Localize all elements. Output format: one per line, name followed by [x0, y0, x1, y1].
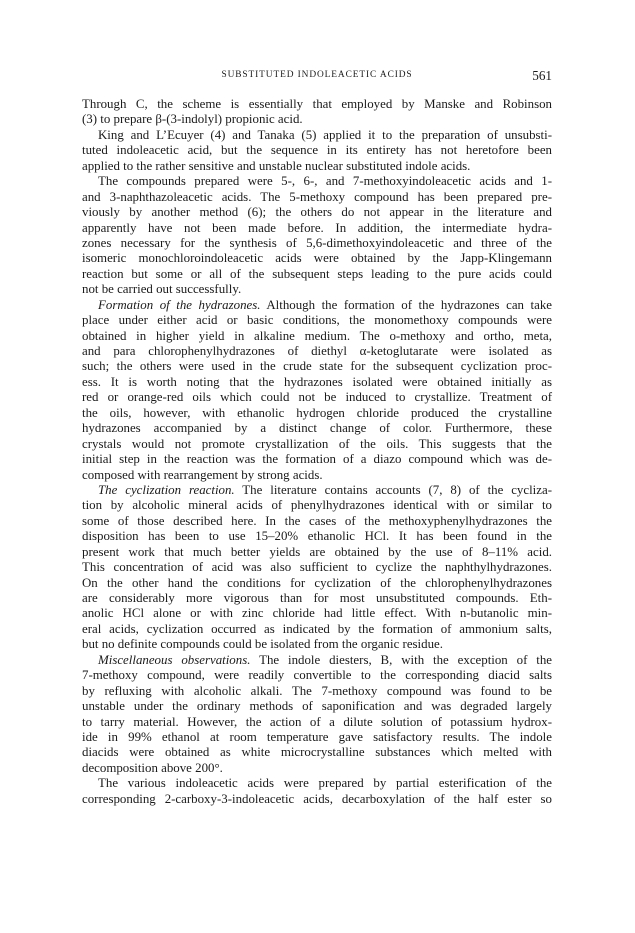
text-line	[82, 668, 552, 683]
line-text: disposition has been to use 15–20% ethanolic HCl. It has been found in the	[82, 529, 552, 544]
text-line	[82, 483, 552, 498]
line-text: The literature contains accounts (7, 8) of the cycliza-	[234, 482, 552, 497]
text-line	[82, 498, 552, 513]
text-line	[82, 591, 552, 606]
line-text: eral acids, cyclization occurred as indicated by the formation of ammonium salts,	[82, 621, 552, 636]
line-text: viously by another method (6); the others do not appear in the literature and	[82, 205, 552, 220]
line-text: initial step in the reaction was the formation of a diazo compound which was de-	[82, 452, 552, 467]
line-text: place under either acid or basic conditions, the monomethoxy compounds were	[82, 313, 552, 328]
text-line	[82, 344, 552, 359]
text-line	[82, 715, 552, 730]
text-line	[82, 684, 552, 699]
text-line	[82, 745, 552, 760]
text-line	[82, 576, 552, 591]
line-text: reaction but some or all of the subsequent steps leading to the pure acids could	[82, 266, 552, 281]
line-text: obtained in higher yield in alkaline medium. The o-methoxy and ortho, meta,	[82, 328, 552, 343]
line-text: are considerably more vigorous than for most unsubstituted compounds. Eth-	[82, 591, 552, 605]
text-line	[82, 267, 552, 282]
line-text: zones necessary for the synthesis of 5,6-dimethoxyindoleacetic and three of the	[82, 235, 552, 250]
page-header	[82, 68, 552, 88]
line-text: diacids were obtained as white microcrystalline substances which melted with	[82, 745, 552, 760]
text-line	[82, 560, 552, 575]
line-text: and para chlorophenylhydrazones of diethyl α-ketoglutarate were isolated as	[82, 344, 552, 358]
text-line	[82, 545, 552, 560]
line-text: This concentration of acid was also sufficient to cyclize the naphthylhydrazones.	[82, 560, 552, 575]
line-text: composed with rearrangement by strong acids.	[82, 467, 323, 482]
text-line	[82, 421, 552, 436]
text-line	[82, 143, 552, 158]
text-line	[82, 437, 552, 452]
text-line	[82, 313, 552, 328]
text-line	[82, 406, 552, 421]
line-text: The various indoleacetic acids were prepared by partial esterification of the	[98, 776, 552, 791]
text-line	[82, 236, 552, 251]
line-text: ess. It is worth noting that the hydrazones isolated were obtained initially as	[82, 374, 552, 389]
line-text: to tarry material. However, the action of a dilute solution of potassium hydrox-	[82, 714, 552, 729]
line-text: corresponding 2-carboxy-3-indoleacetic acids, decarboxylation of the half ester so	[82, 791, 552, 806]
text-line	[82, 606, 552, 621]
text-line	[82, 282, 552, 297]
paragraph-heading: Formation of the hydrazones.	[98, 297, 261, 312]
line-text: applied to the rather sensitive and unstable nuclear substituted indole acids.	[82, 158, 471, 173]
line-text: not be carried out successfully.	[82, 282, 242, 297]
text-line	[82, 699, 552, 714]
line-text: King and L’Ecuyer (4) and Tanaka (5) applied it to the preparation of unsubsti-	[98, 127, 552, 142]
text-line	[82, 761, 552, 776]
line-text: tion by alcoholic mineral acids of phenylhydrazones identical with or similar to	[82, 498, 552, 513]
line-text: the oils, however, with ethanolic hydrogen chloride produced the crystalline	[82, 405, 552, 420]
text-line	[82, 653, 552, 668]
line-text: crystals would not promote crystallization of the oils. This suggests that the	[82, 436, 552, 451]
text-line	[82, 97, 552, 112]
line-text: On the other hand the conditions for cyclization of the chlorophenylhydrazones	[82, 575, 552, 590]
text-line	[82, 205, 552, 220]
line-text: some of those described here. In the cases of the methoxyphenylhydrazones the	[82, 513, 552, 528]
line-text: decomposition above 200°.	[82, 760, 223, 775]
text-line	[82, 128, 552, 143]
text-line	[82, 637, 552, 652]
text-line	[82, 375, 552, 390]
text-line	[82, 468, 552, 483]
line-text: hydrazones accompanied by a distinct change of color. Furthermore, these	[82, 421, 552, 436]
text-line	[82, 730, 552, 745]
line-text: by refluxing with alcoholic alkali. The 7-methoxy compound was found to be	[82, 683, 552, 698]
line-text: isomeric monochloroindoleacetic acids were obtained by the Japp-Klingemann	[82, 251, 552, 266]
text-line	[82, 529, 552, 544]
paragraph-heading: The cyclization reaction.	[98, 482, 235, 497]
text-line	[82, 776, 552, 791]
text-line	[82, 329, 552, 344]
paragraph-heading: Miscellaneous observations.	[98, 652, 251, 667]
text-line	[82, 452, 552, 467]
text-line	[82, 298, 552, 313]
text-line	[82, 112, 552, 127]
line-text: red or orange-red oils which could not be induced to crystallize. Treatment of	[82, 390, 552, 405]
text-line	[82, 159, 552, 174]
line-text: unstable under the ordinary methods of saponification and was degraded largely	[82, 699, 552, 714]
text-line	[82, 190, 552, 205]
line-text: but no definite compounds could be isolated from the organic residue.	[82, 637, 443, 652]
line-text: and 3-naphthazoleacetic acids. The 5-methoxy compound has been prepared pre-	[82, 189, 552, 204]
running-title: SUBSTITUTED INDOLEACETIC ACIDS	[221, 70, 413, 80]
line-text: The indole diesters, B, with the exception of the	[250, 652, 552, 667]
page-number: 561	[532, 68, 552, 83]
text-line	[82, 174, 552, 189]
text-line	[82, 622, 552, 637]
line-text: The compounds prepared were 5-, 6-, and 7-methoxyindoleacetic acids and 1-	[98, 174, 552, 189]
line-text: tuted indoleacetic acid, but the sequence in its entirety has not heretofore been	[82, 143, 552, 158]
line-text: Through C, the scheme is essentially that employed by Manske and Robinson	[82, 97, 552, 111]
line-text: 7-methoxy compound, were readily convertible to the corresponding diacid salts	[82, 668, 552, 683]
line-text: ide in 99% ethanol at room temperature gave satisfactory results. The indole	[82, 729, 552, 744]
line-text: such; the others were used in the crude state for the subsequent cyclization proc-	[82, 359, 552, 374]
text-line	[82, 792, 552, 807]
line-text: apparently have not been made before. In addition, the intermediate hydra-	[82, 220, 552, 235]
line-text: present work that much better yields are obtained by the use of 8–11% acid.	[82, 544, 552, 559]
text-line	[82, 359, 552, 374]
text-line	[82, 390, 552, 405]
line-text: Although the formation of the hydrazones can take	[260, 297, 552, 312]
line-text: anolic HCl alone or with zinc chloride had little effect. With n-butanolic min-	[82, 606, 552, 621]
text-line	[82, 251, 552, 266]
text-line	[82, 514, 552, 529]
line-text: (3) to prepare β-(3-indolyl) propionic acid.	[82, 112, 303, 127]
text-line	[82, 221, 552, 236]
body-text	[82, 97, 552, 807]
